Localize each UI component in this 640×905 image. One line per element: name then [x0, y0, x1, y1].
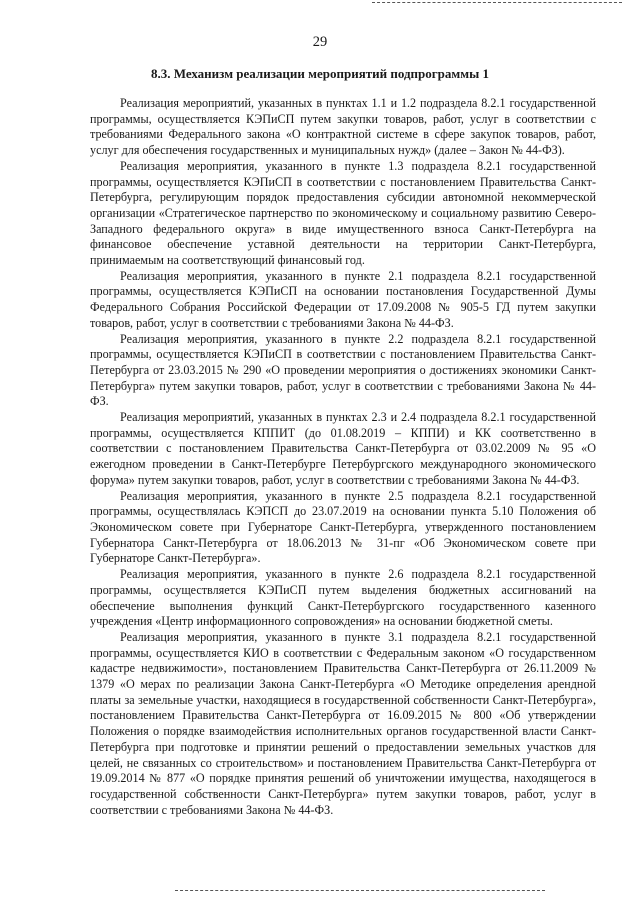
paragraph: Реализация мероприятий, указанных в пунктах 1.1 и 1.2 подраздела 8.2.1 государственной программы, осуществляется КЭПиСП путем закупки товаров, работ, услуг в соответствии с требованиями Федерального закона «О контрактной системе в сфере закупок товаров, работ, услуг для обеспечения государственных и муниципальных нужд» (далее – Закон № 44-ФЗ). [90, 96, 596, 158]
paragraph: Реализация мероприятия, указанного в пункте 2.2 подраздела 8.2.1 государственной программы, осуществляется КЭПиСП в соответствии с постановлением Правительства Санкт-Петербурга от 23.03.2015 № 290 «О проведении мероприятия о достижениях экономики Санкт-Петербурга» путем закупки товаров, работ, услуг в соответствии с требованиями Закона № 44-ФЗ. [90, 331, 596, 409]
paragraph: Реализация мероприятия, указанного в пункте 3.1 подраздела 8.2.1 государственной программы, осуществляется КИО в соответствии с Федеральным законом «О государственном кадастре недвижимости», постановлением Правительства Санкт-Петербурга от 26.11.2009 № 1379 «О мерах по реализации Закона Санкт-Петербурга «О Методике определения арендной платы за земельные участки, находящиеся в государственной собственности Санкт-Петербурга», постановлением Правительства Санкт-Петербурга от 16.09.2015 № 800 «Об утверждении Положения о порядке взаимодействия исполнительных органов государственной власти Санкт-Петербурга при подготовке и принятии решений о предоставлении земельных участков для целей, не связанных со строительством» и постановлением Правительства Санкт-Петербурга от 19.09.2014 № 877 «О порядке принятия решений об уничтожении имущества, находящегося в государственной собственности Санкт-Петербурга» путем закупки товаров, работ, услуг в соответствии с требованиями Закона № 44-ФЗ. [90, 629, 596, 817]
paragraph: Реализация мероприятия, указанного в пункте 2.1 подраздела 8.2.1 государственной программы, осуществляется КЭПиСП на основании постановления Государственной Думы Федерального Собрания Российской Федерации от 17.09.2008 № 905-5 ГД путем закупки товаров, работ, услуг в соответствии с требованиями Закона № 44-ФЗ. [90, 268, 596, 330]
paragraph: Реализация мероприятия, указанного в пункте 2.5 подраздела 8.2.1 государственной программы, осуществлялась КЭПСП до 23.07.2019 на основании пункта 5.10 Положения об Экономическом совете при Губернаторе Санкт-Петербурга, утвержденного постановлением Губернатора Санкт-Петербурга от 18.06.2013 № 31-пг «Об Экономическом совете при Губернаторе Санкт-Петербурга». [90, 488, 596, 566]
paragraph: Реализация мероприятия, указанного в пункте 2.6 подраздела 8.2.1 государственной программы, осуществляется КЭПиСП путем выделения бюджетных ассигнований на обеспечение выполнения функций Санкт-Петербургского государственного казенного учреждения «Центр информационного сопровождения» на основании бюджетной сметы. [90, 567, 596, 629]
body-text [90, 96, 596, 818]
section-title: 8.3. Механизм реализации мероприятий подпрограммы 1 [150, 66, 490, 81]
paragraph: Реализация мероприятий, указанных в пунктах 2.3 и 2.4 подраздела 8.2.1 государственной программы, осуществляется КППИТ (до 01.08.2019 – КППИ) и КК соответственно в соответствии с постановлением Правительства Санкт-Петербурга от 03.02.2009 № 95 «О ежегодном проведении в Санкт-Петербурге Петербургского международного экономического форума» путем закупки товаров, работ, услуг в соответствии с требованиями Закона № 44-ФЗ. [90, 410, 596, 487]
paragraph: Реализация мероприятия, указанного в пункте 1.3 подраздела 8.2.1 государственной программы, осуществляется КЭПиСП в соответствии с постановлением Правительства Санкт-Петербурга, регулирующим порядок предоставления субсидии автономной некоммерческой организации «Стратегическое партнерство по экономическому и социальному развитию Северо-Западного федерального округа» в виде имущественного взноса Санкт-Петербурга на финансовое обеспечение уставной деятельности на территории Санкт-Петербурга, принимаемым на соответствующий финансовый год. [90, 158, 596, 268]
page-number: 29 [312, 34, 328, 50]
bottom-rule [175, 890, 545, 891]
top-rule [372, 2, 622, 3]
